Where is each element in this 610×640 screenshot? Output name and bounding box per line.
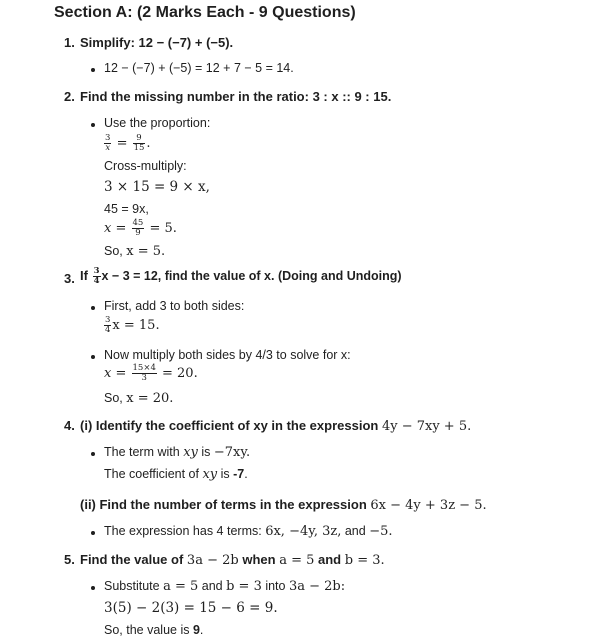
q2-bullet xyxy=(91,123,95,127)
q3-step-2-equation: x = $\frac{15\times 4}{3}$ = 20. xyxy=(104,363,198,383)
q3-fraction-15x4-over-3: $\frac{15\times 4}{3}$ xyxy=(132,363,156,383)
q3-bullet-1 xyxy=(91,306,95,310)
q2-use-proportion: Use the proportion: xyxy=(104,116,211,130)
q4-part2-question: (ii) Find the number of terms in the expression 6x − 4y + 3z − 5. xyxy=(80,497,487,513)
q2-result-line: So, x = 5. xyxy=(104,244,166,259)
q4-term-line: The term with xy is −7xy. xyxy=(104,445,251,460)
q5-bullet xyxy=(91,586,95,590)
q4-part2-expression: 6x − 4y + 3z − 5. xyxy=(370,498,487,513)
q5-number: 5. xyxy=(64,552,75,567)
q5-question: Find the value of 3a − 2b when a = 5 and b = 3. xyxy=(80,552,385,568)
q3-question: If $\frac{3}{4}$ x − 3 = 12, find the value of x. (Doing and Undoing) xyxy=(80,266,402,286)
q2-proportion-equation: $\frac{3}{x}$ = $\frac{9}{15}$ . xyxy=(105,133,151,153)
q1-bullet xyxy=(91,68,95,72)
q4-coefficient-line: The coefficient of xy is -7. xyxy=(104,467,248,482)
q1-answer: 12 − (−7) + (−5) = 12 + 7 − 5 = 14. xyxy=(104,61,294,75)
q5-calculation: 3(5) − 2(3) = 15 − 6 = 9. xyxy=(104,600,278,616)
q2-fraction-45-over-9: $\frac{45}{9}$ xyxy=(132,218,144,238)
q3-step-1-equation: $\frac{3}{4}$ x = 15. xyxy=(105,315,160,335)
q2-equation-1: 3 × 15 = 9 × x, xyxy=(104,179,210,195)
q3-result-line: So, x = 20. xyxy=(104,391,174,406)
q1-number: 1. xyxy=(64,35,75,50)
q2-cross-multiply: Cross-multiply: xyxy=(104,159,187,173)
q3-fraction-3-over-4: $\frac{3}{4}$ xyxy=(93,266,100,286)
q1-question: Simplify: 12 − (−7) + (−5). xyxy=(80,35,234,50)
q2-question: Find the missing number in the ratio: 3 : x :: 9 : 15. xyxy=(80,89,392,104)
section-heading: Section A: (2 Marks Each - 9 Questions) xyxy=(54,4,356,21)
q4-part1-expression: 4y − 7xy + 5. xyxy=(381,419,472,434)
q2-equation-2: 45 = 9x, xyxy=(104,202,149,216)
q5-final-line: So, the value is 9. xyxy=(104,623,204,637)
q2-fraction-9-over-15: $\frac{9}{15}$ xyxy=(133,133,145,153)
q5-substitute-line: Substitute a = 5 and b = 3 into 3a − 2b: xyxy=(104,579,346,594)
q4-bullet-1 xyxy=(91,452,95,456)
q3-bullet-2 xyxy=(91,355,95,359)
q3-step-2: Now multiply both sides by 4/3 to solve for x: xyxy=(104,348,351,362)
q4-number: 4. xyxy=(64,418,75,433)
q4-terms-line: The expression has 4 terms: 6x, −4y, 3z, and −5. xyxy=(104,524,393,539)
q4-bullet-2 xyxy=(91,531,95,535)
q3-step-1: First, add 3 to both sides: xyxy=(104,299,245,313)
q2-number: 2. xyxy=(64,89,75,104)
q3-fraction-3-over-4-b: $\frac{3}{4}$ xyxy=(105,315,111,335)
q2-fraction-3-over-x: $\frac{3}{x}$ xyxy=(105,133,111,153)
q3-result: x = 20. xyxy=(126,391,174,406)
q3-number: 3. xyxy=(64,271,75,286)
q2-equation-3: x = $\frac{45}{9}$ = 5. xyxy=(104,218,177,238)
q2-result: x = 5. xyxy=(126,244,166,259)
q4-part1-question: (i) Identify the coefficient of xy in the expression 4y − 7xy + 5. xyxy=(80,418,472,434)
